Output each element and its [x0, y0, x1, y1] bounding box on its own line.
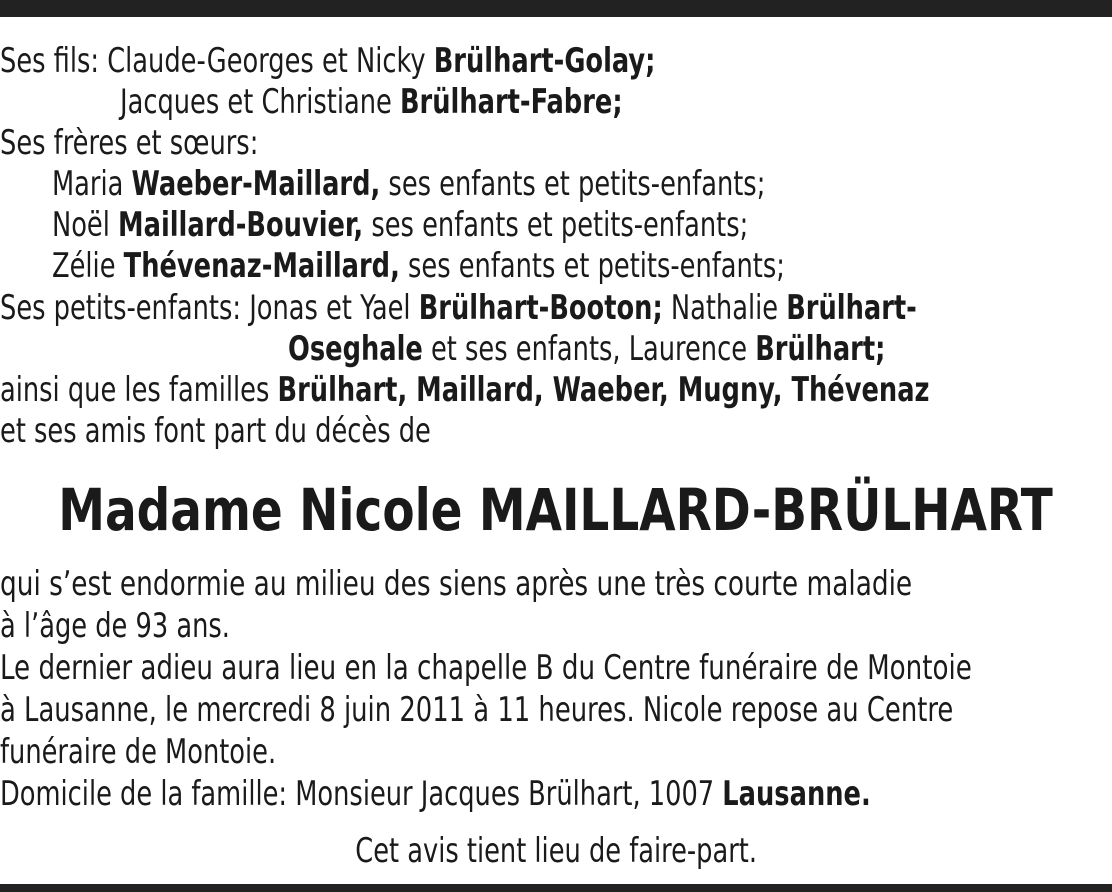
sibling-descendants: ses enfants et petits-enfants; [399, 246, 785, 286]
siblings-label: Ses frères et sœurs: [0, 123, 259, 163]
grandchildren-surname-3: Brülhart; [755, 329, 886, 369]
grandchildren-names-3: et ses enfants, Laurence [422, 329, 756, 369]
sibling-descendants: ses enfants et petits-enfants; [380, 164, 766, 204]
sibling-entry-2 [52, 204, 748, 246]
domicile-line [0, 773, 871, 815]
grandchildren-line-1 [0, 287, 917, 329]
sibling-first-name: Zélie [52, 246, 124, 286]
grandchildren-surname-2b: Oseghale [288, 329, 423, 369]
grandchildren-names-1: Jonas et Yael [249, 288, 419, 328]
sons-surname-2: Brülhart-Fabre; [399, 82, 623, 122]
sibling-surname: Waeber-Maillard, [131, 164, 381, 204]
sibling-surname: Maillard-Bouvier, [118, 205, 364, 245]
sons-surname-1: Brülhart-Golay; [433, 41, 656, 81]
announcement-line: et ses amis font part du décès de [0, 411, 431, 451]
grandchildren-surname-1: Brülhart-Booton; [418, 288, 663, 328]
sons-line-1 [0, 40, 655, 82]
sons-line-2 [120, 81, 623, 123]
ceremony-line-1: Le dernier adieu aura lieu en la chapelle B du Centre funéraire de Montoie [0, 648, 972, 688]
passing-line-2: à l’âge de 93 ans. [0, 606, 230, 646]
families-prefix: ainsi que les familles [0, 370, 278, 410]
sibling-descendants: ses enfants et petits-enfants; [363, 205, 749, 245]
passing-line-1: qui s’est endormie au milieu des siens après une très courte maladie [0, 564, 913, 604]
families-line [0, 369, 929, 411]
sons-names-1: Claude-Georges et Nicky [107, 41, 434, 81]
deceased-name: Madame Nicole MAILLARD-BRÜLHART [58, 476, 1054, 544]
sons-names-2: Jacques et Christiane [120, 82, 400, 122]
closing-text: Cet avis tient lieu de faire-part. [355, 831, 757, 871]
bottom-border [0, 884, 1112, 892]
ceremony-line-3: funéraire de Montoie. [0, 732, 277, 772]
sibling-surname: Thévenaz-Maillard, [123, 246, 400, 286]
grandchildren-names-2: Nathalie [662, 288, 787, 328]
sibling-first-name: Noël [52, 205, 119, 245]
closing-line [0, 830, 1112, 872]
deceased-name-heading [0, 475, 1112, 545]
grandchildren-line-2 [288, 328, 885, 370]
top-border [0, 0, 1112, 17]
sibling-first-name: Maria [52, 164, 132, 204]
sibling-entry-1 [52, 163, 765, 205]
grandchildren-surname-2a: Brülhart- [786, 288, 917, 328]
grandchildren-label: Ses petits-enfants: [0, 288, 250, 328]
sibling-entry-3 [52, 245, 785, 287]
sons-label: Ses fils: [0, 41, 108, 81]
domicile-text: Domicile de la famille: Monsieur Jacques Brülhart, 1007 [0, 774, 723, 814]
ceremony-line-2: à Lausanne, le mercredi 8 juin 2011 à 11 heures. Nicole repose au Centre [0, 690, 954, 730]
families-names: Brülhart, Maillard, Waeber, Mugny, Thévenaz [277, 370, 930, 410]
domicile-city: Lausanne. [722, 774, 871, 814]
